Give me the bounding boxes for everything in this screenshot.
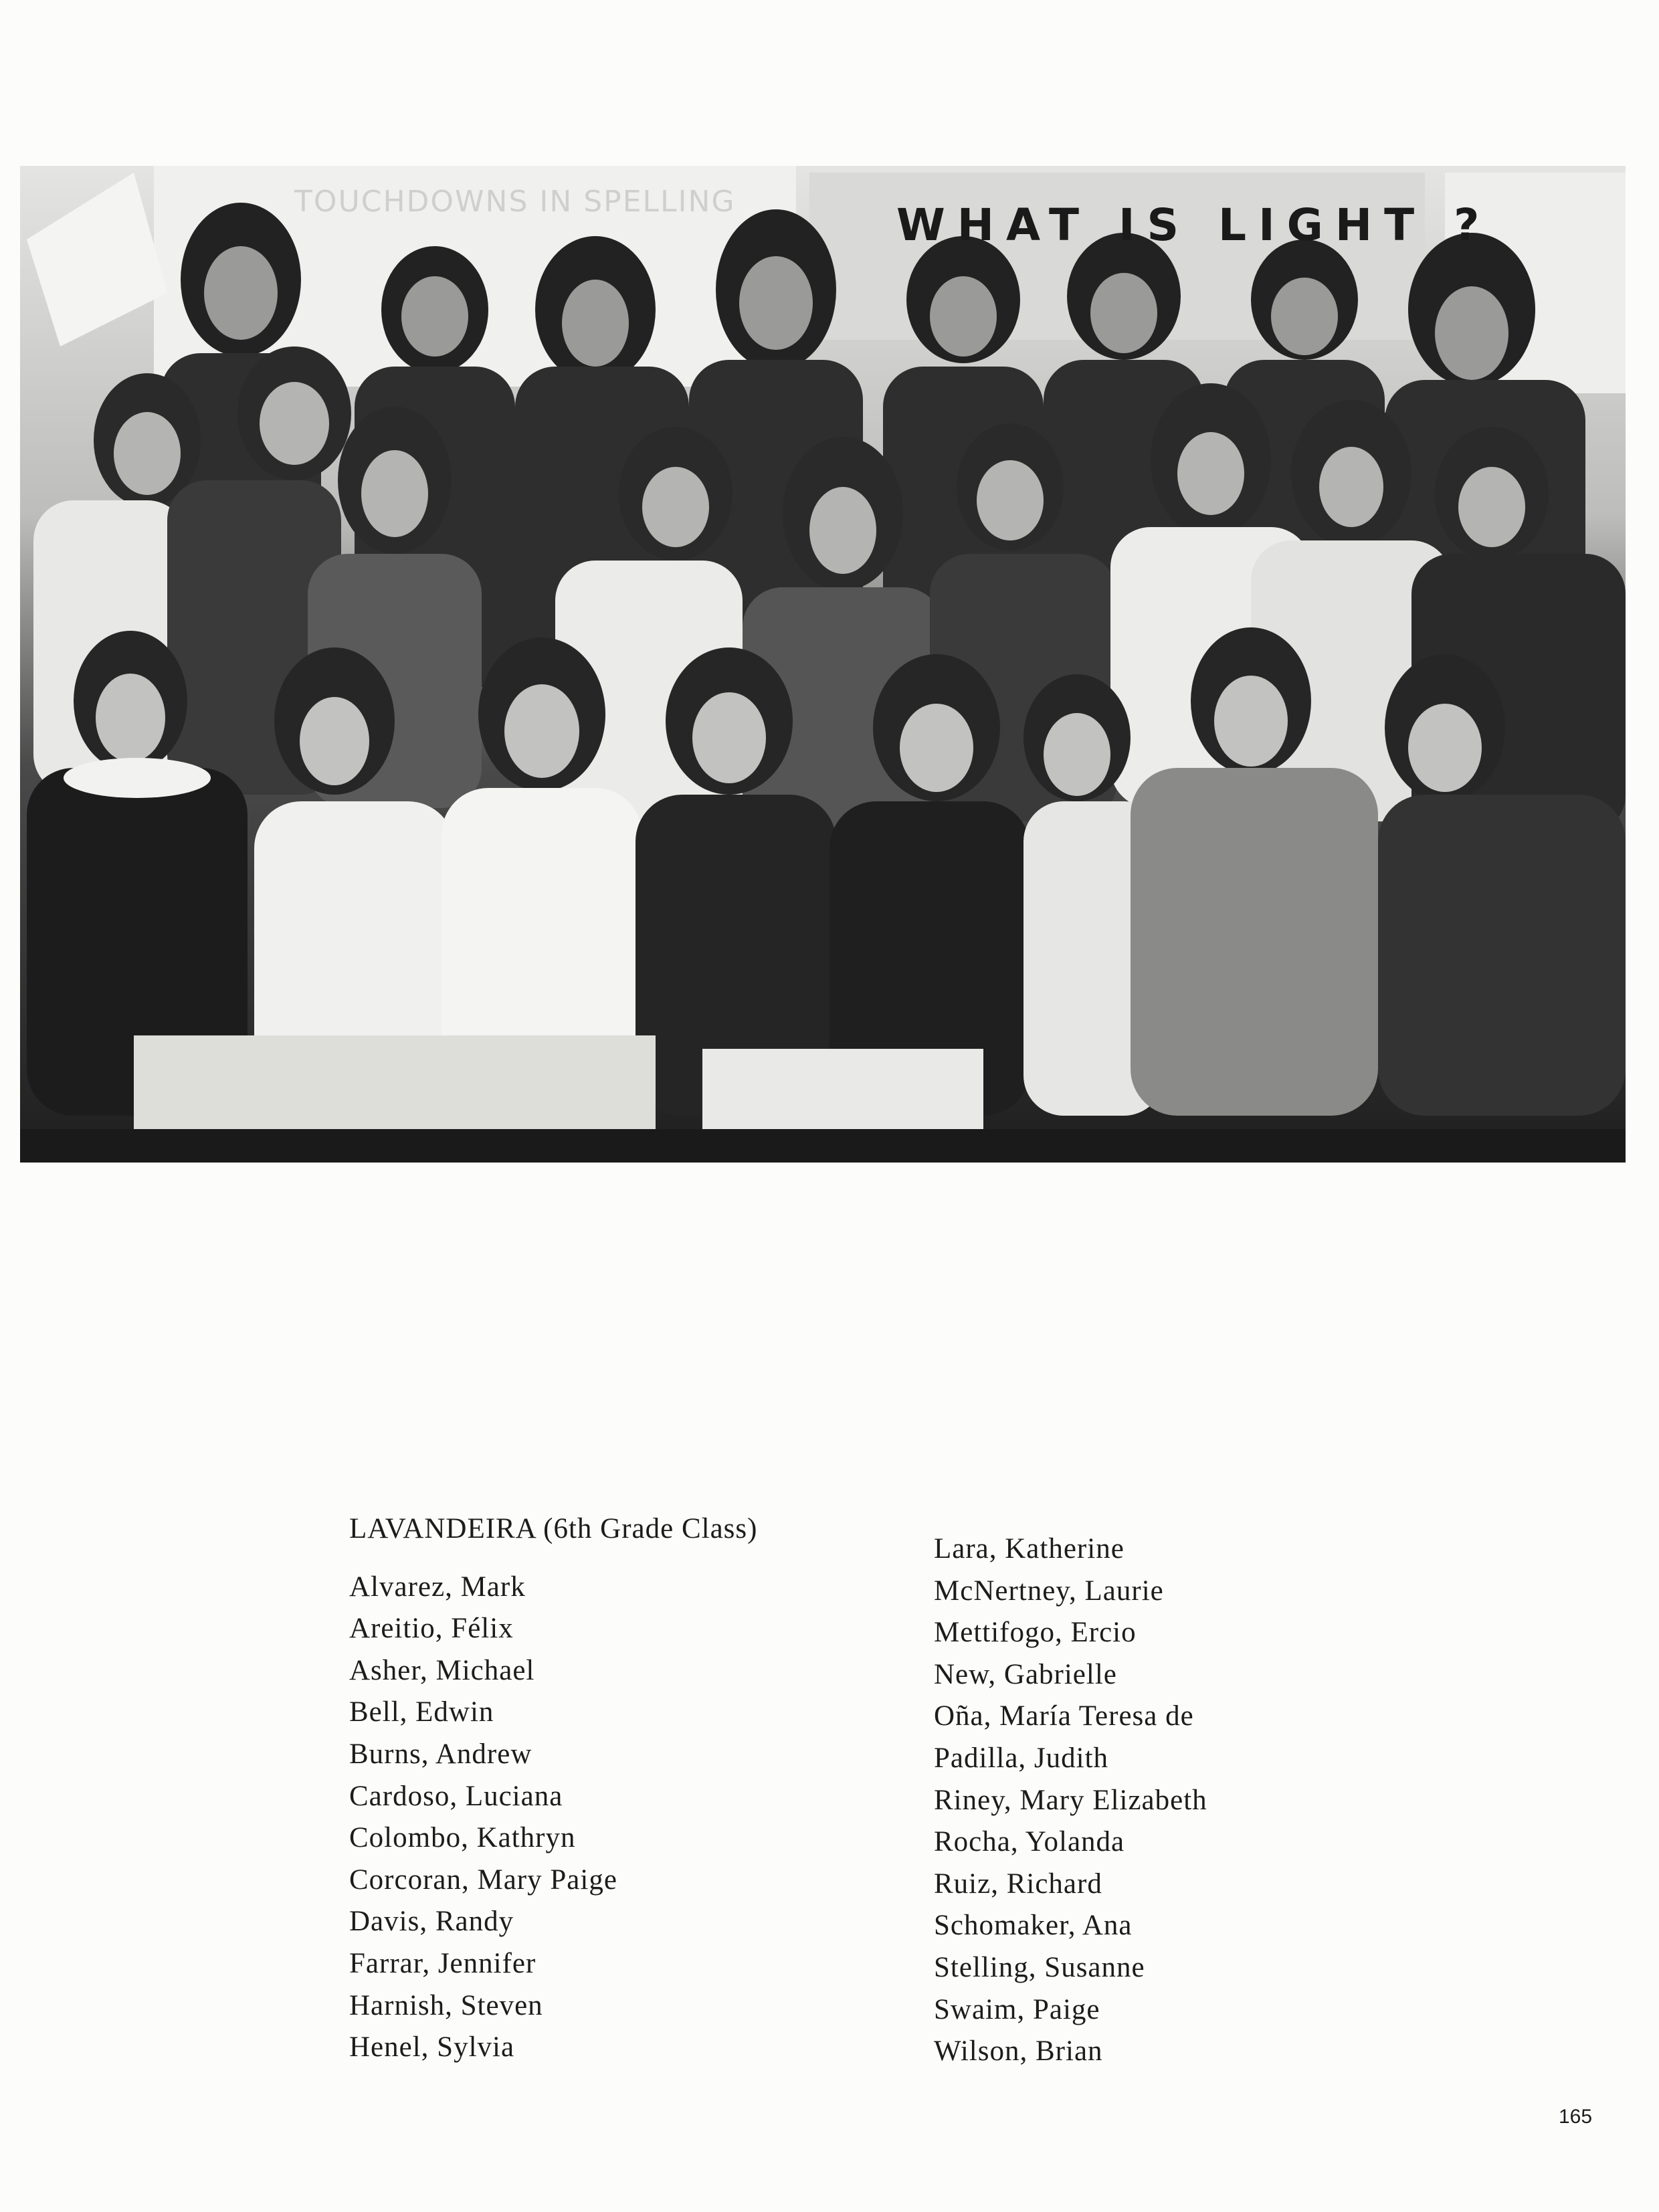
roster-column-left xyxy=(349,1508,757,2069)
student-name: New, Gabrielle xyxy=(934,1658,1117,1690)
student-name: Cardoso, Luciana xyxy=(349,1780,563,1812)
student-name: Lara, Katherine xyxy=(934,1533,1125,1565)
student-name: Davis, Randy xyxy=(349,1906,514,1938)
student-name: Padilla, Judith xyxy=(934,1742,1109,1774)
board-banner-text: TOUCHDOWNS IN SPELLING xyxy=(294,185,736,219)
student-name: Corcoran, Mary Paige xyxy=(349,1864,617,1896)
student-name: Harnish, Steven xyxy=(349,1989,543,2021)
student-name: Stelling, Susanne xyxy=(934,1951,1145,1983)
student-name: Bell, Edwin xyxy=(349,1696,494,1728)
student-name: Burns, Andrew xyxy=(349,1738,532,1770)
student-name: Henel, Sylvia xyxy=(349,2031,515,2064)
class-title: LAVANDEIRA (6th Grade Class) xyxy=(349,1513,758,1544)
student-name: Oña, María Teresa de xyxy=(934,1700,1194,1732)
page-number: 165 xyxy=(1559,2106,1593,2128)
student-name: Farrar, Jennifer xyxy=(349,1947,536,1979)
student-name: Areitio, Félix xyxy=(349,1613,514,1645)
roster-column-right xyxy=(934,1528,1207,2073)
student-name: Colombo, Kathryn xyxy=(349,1822,576,1854)
student-name: Wilson, Brian xyxy=(934,2035,1103,2068)
class-photo-image xyxy=(20,166,1626,1163)
student-name: Riney, Mary Elizabeth xyxy=(934,1784,1207,1816)
class-photo xyxy=(20,166,1626,1163)
student-name: Alvarez, Mark xyxy=(349,1571,526,1603)
student-name: Schomaker, Ana xyxy=(934,1910,1133,1942)
student-name: McNertney, Laurie xyxy=(934,1575,1164,1607)
student-name: Rocha, Yolanda xyxy=(934,1826,1125,1858)
student-name: Ruiz, Richard xyxy=(934,1868,1102,1900)
student-name: Swaim, Paige xyxy=(934,1993,1100,2025)
student-name: Asher, Michael xyxy=(349,1654,535,1686)
student-name: Mettifogo, Ercio xyxy=(934,1617,1137,1649)
board-heading-text: WHAT IS LIGHT ? xyxy=(896,199,1492,251)
